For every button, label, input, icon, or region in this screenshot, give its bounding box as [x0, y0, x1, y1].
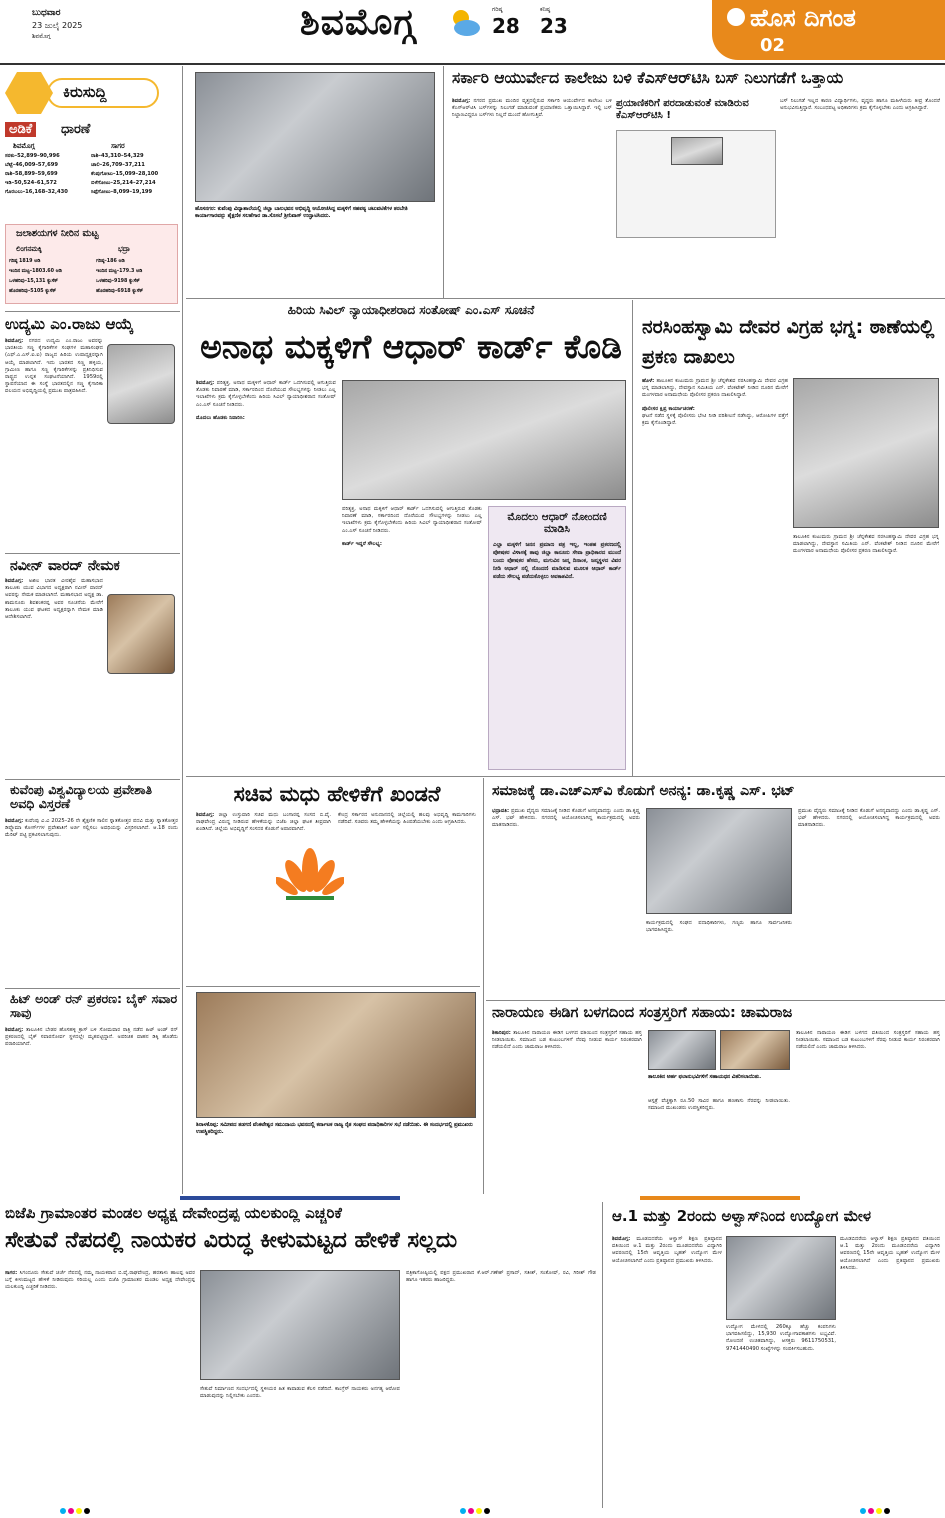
job-fair-body-3: ಮೂಡಬಿದರೆಯ ಆಳ್ವಾಸ್ ಶಿಕ್ಷಣ ಪ್ರತಿಷ್ಠಾನದ ವತಿಯಿಂದ ಆ.1 ಮತ್ತು 2ರಂದು ಮೂಡಬಿದರೆಯ ವಿದ್ಯಾಗಿರಿ ಆವರಣದಲ್ಲಿ 15ನೇ ಆವೃತ್ತಿಯ ಬೃಹತ್ ಉದ್ಯೋಗ ಮೇಳ ಆಯೋಜಿಸಲಾಗಿದೆ ಎಂದು ಪ್ರತಿಷ್ಠಾನದ ಪ್ರಮುಖರು ತಿಳಿಸಿದರು.	[840, 1236, 940, 1271]
dam-col1: ಗರಿಷ್ಠ 1819 ಅಡಿ ಇಂದಿನ ಮಟ್ಟ–1803.60 ಅಡಿ ಒಳಹರಿವು–15,131 ಕ್ಯುಸೆಕ್ ಹೊರಹರಿವು–5105 ಕ್ಯುಸೆಕ್	[9, 259, 62, 294]
kirusuddi-label: ಕಿರುಸುದ್ದಿ	[63, 83, 107, 101]
naveen-body: ಶಿವಮೊಗ್ಗ: ಅಖಿಲ ಭಾರತ ವೀರಶೈವ ಮಹಾಸಭಾದ ತಾಲೂಕು ಯುವ ವಿಭಾಗದ ಅಧ್ಯಕ್ಷರಾಗಿ ನವೀನ್ ವಾರದ್ ಅವರನ್ನು ನೇಮಕ ಮಾಡಲಾಗಿದೆ. ಮಹಾಸಭಾದ ಅಧ್ಯಕ್ಷ ಡಾ. ಶಾಮನೂರು ಶಿವಶಂಕರಪ್ಪ ಅವರ ಸೂಚನೆಯ ಮೇರೆಗೆ ತಾಲೂಕು ಯುವ ಘಟಕದ ಅಧ್ಯಕ್ಷರನ್ನಾಗಿ ನೇಮಕ ಮಾಡಿ ಆದೇಶಿಸಲಾಗಿದೆ.	[5, 578, 103, 621]
paper-logo-icon	[727, 8, 745, 26]
arecanut-col2-head: ಸಾಗರ	[111, 142, 125, 150]
bottom-body-3: ಪತ್ರಿಕಾಗೋಷ್ಠಿಯಲ್ಲಿ ಪಕ್ಷದ ಪ್ರಮುಖರಾದ ಕೆ.ಆರ್.ಗಣೇಶ್ ಪ್ರಸಾದ್, ಸತೀಶ್, ಸಂತೋಷ್, ರವಿ, ಗಿರೀಶ್ ಗೌಡ ಹಾಗೂ ಇತರರು ಹಾಜರಿದ್ದರು.	[406, 1270, 596, 1284]
bus-body-2: ಬಸ್ ನಿಲುಗಡೆ ಇಲ್ಲದ ಕಾರಣ ವಿದ್ಯಾರ್ಥಿಗಳು, ವೃದ್ಧರು ಹಾಗೂ ಮಹಿಳೆಯರು ತೀವ್ರ ತೊಂದರೆ ಅನುಭವಿಸುತ್ತಿದ್ದಾರೆ. ಸಂಬಂಧಪಟ್ಟ ಅಧಿಕಾರಿಗಳು ಕ್ರಮ ಕೈಗೊಳ್ಳಬೇಕು ಎಂದು ಆಗ್ರಹಿಸಿದ್ದಾರೆ.	[780, 98, 940, 112]
naveen-portrait	[107, 594, 175, 674]
aadhaar-sidebox	[488, 506, 626, 770]
paper-name: ಹೊಸ ದಿಗಂತ	[750, 4, 856, 32]
masthead-date: 23 ಜುಲೈ 2025	[32, 21, 83, 30]
top-photo-caption: ಹೊಸನಗರ: ಕುವೆಂಪು ವಿದ್ಯಾಶಾಲೆಯಲ್ಲಿ ಜಿಲ್ಲಾ ಬಾಲಭವನ ಅಭಿವೃದ್ಧಿ ಆಯೋಜಿಸಿದ್ದ ಮಕ್ಕಳಿಗೆ ಸಹಪಠ್ಯ ಚಟುವಟಿಕೆಗಳ ತರಬೇತಿ ಕಾರ್ಯಾಗಾರವನ್ನು ಶೈಕ್ಷಣಿಕ ಸಲಹೆಗಾರ ಡಾ.ಸೊಸಲೆ ಶ್ರೀನಿವಾಸ್ ಉದ್ಘಾಟಿಸಿದರು.	[195, 206, 408, 219]
bus-body: ಶಿವಮೊಗ್ಗ: ನಗರದ ಪ್ರಮುಖ ಮಂದಿರ ವೃತ್ತದಲ್ಲಿರುವ ಸರ್ಕಾರಿ ಆಯುರ್ವೇದ ಕಾಲೇಜು ಬಳಿ ಕೆಎಸ್‌ಆರ್‌ಟಿಸಿ ಬಸ್‌ಗಳನ್ನು ನಿಲುಗಡೆ ಮಾಡುವಂತೆ ಪ್ರಯಾಣಿಕರು ಒತ್ತಾಯಿಸಿದ್ದಾರೆ. ಇಲ್ಲಿ ಬಸ್ ನಿಲ್ದಾಣವಿದ್ದರೂ ಬಸ್‌ಗಳು ನಿಲ್ಲದೆ ಮುಂದೆ ಹೋಗುತ್ತಿವೆ.	[452, 98, 612, 119]
raju-body: ಶಿವಮೊಗ್ಗ: ನಗರದ ಉದ್ಯಮಿ ಎಂ.ರಾಜು ಅವರನ್ನು ಭಾರತೀಯ ಸಣ್ಣ ಕೈಗಾರಿಕೆಗಳ ಸಂಘಗಳ ಮಹಾಸಂಘದ (ಎಫ್.ಎ.ಎಸ್.ಐ.ಐ) ರಾಜ್ಯದ ಹಿರಿಯ ಉಪಾಧ್ಯಕ್ಷರನ್ನಾಗಿ ಆಯ್ಕೆ ಮಾಡಲಾಗಿದೆ. ಇದು ಭಾರತದ ಸಣ್ಣ ಹಳ್ಳಿಯ, ಗ್ರಾಮೀಣ ಹಾಗೂ ಸಣ್ಣ ಕೈಗಾರಿಕೆಗಳನ್ನು ಪ್ರತಿನಿಧಿಸುವ ರಾಷ್ಟ್ರದ ಉನ್ನತ ಸಂಘಟನೆಯಾಗಿದೆ. 1959ರಲ್ಲಿ ಸ್ಥಾಪನೆಯಾದ ಈ ಸಂಸ್ಥೆ ಭಾರತದಲ್ಲಿನ ಸಣ್ಣ ಕೈಗಾರಿಕಾ ವಲಯದ ಅಭಿವೃದ್ಧಿಯಲ್ಲಿ ಪ್ರಮುಖ ಪಾತ್ರವಹಿಸಿದೆ.	[5, 338, 103, 395]
max-temp-label: ಗರಿಷ್ಠ	[492, 6, 503, 13]
dam-title: ಜಲಾಶಯಗಳ ನೀರಿನ ಮಟ್ಟ	[16, 228, 99, 239]
idol-body: ಹೊಳೆ: ತಾಲೂಕಿನ ಕುಟುಮರು ಗ್ರಾಮದ ಶ್ರೀ ಚೆನ್ನಕೇಶವ ನರಸಿಂಹಸ್ವಾಮಿ ದೇವರ ವಿಗ್ರಹ ಭಗ್ನ ಮಾಡಲಾಗಿದ್ದು, ದೇವಸ್ಥಾನ ಸಮಿತಿಯ ಎನ್. ವೆಂಕಟೇಶ್ ನೀಡಿದ ದೂರಿನ ಮೇರೆಗೆ ಮಂಗಳವಾರ ಅನಾಮಧೇಯ ಪೊಲೀಸರ ಪ್ರಕರಣ ದಾಖಲಿಸಿದ್ದಾರೆ. ಪೊಲೀಸರ ಕ್ಷಿಪ್ರ ಕಾರ್ಯಾಚರಣೆ: ಘಟನೆ ನಡೆದ ಸ್ಥಳಕ್ಕೆ ಪೊಲೀಸರು ಭೇಟಿ ನೀಡಿ ಪರಿಶೀಲನೆ ನಡೆಸಿದ್ದು, ಆರೋಪಿಗಳ ಪತ್ತೆಗೆ ಕ್ರಮ ಕೈಗೊಂಡಿದ್ದಾರೆ.	[642, 378, 788, 427]
kirusuddi-badge	[5, 70, 165, 116]
arecanut-col2: ರಾಶಿ–43,310–54,329 ಚಾಲಿ–26,709–37,211 ಕೆಂಪುಗೋಟು–15,099–28,100 ಬಿಳೆಗೋಟು–25,214–27,214 ಸಿಪ್ಪೆಗೋಟು–8,099–19,199	[91, 153, 159, 195]
arecanut-col1-head: ಶಿವಮೊಗ್ಗ	[13, 142, 35, 150]
dam-box	[5, 224, 178, 304]
arecanut-col1: ಸರಕು–52,899–90,996 ಬೆಟ್ಟೆ–46,009–57,699 ರಾಶಿ–58,899–59,699 ಇಡಿ–50,524–61,572 ಗೊರಬಲು–16,168–32,430	[5, 153, 68, 195]
job-fair-headline: ಆ.1 ಮತ್ತು 2ರಂದು ಅಳ್ವಾಸ್‌ನಿಂದ ಉದ್ಯೋಗ ಮೇಳ	[612, 1207, 871, 1225]
masthead-day: ಬುಧವಾರ	[32, 8, 61, 18]
top-event-photo	[195, 72, 435, 202]
job-fair-photo	[726, 1236, 836, 1320]
award-headline: ಸಮಾಜಕ್ಕೆ ಡಾ.ಎಚ್‌ಎಸ್‌ವಿ ಕೊಡುಗೆ ಅನನ್ಯ: ಡಾ.ಕೃಷ್ಣ ಎಸ್. ಭಟ್	[492, 783, 795, 799]
city-title: ಶಿವಮೊಗ್ಗ	[300, 2, 416, 43]
press-meet-photo	[200, 1270, 400, 1380]
dam-col1-head: ಲಿಂಗನಮಕ್ಕಿ	[16, 245, 42, 253]
section-divider	[0, 1196, 945, 1200]
bus-clipping	[616, 130, 776, 238]
madhu-headline: ಸಚಿವ ಮಧು ಹೇಳಿಕೆಗೆ ಖಂಡನೆ	[233, 782, 441, 806]
print-registration-marks	[60, 1508, 890, 1516]
job-fair-body: ಶಿವಮೊಗ್ಗ: ಮೂಡಬಿದರೆಯ ಆಳ್ವಾಸ್ ಶಿಕ್ಷಣ ಪ್ರತಿಷ್ಠಾನದ ವತಿಯಿಂದ ಆ.1 ಮತ್ತು 2ರಂದು ಮೂಡಬಿದರೆಯ ವಿದ್ಯಾಗಿರಿ ಆವರಣದಲ್ಲಿ 15ನೇ ಆವೃತ್ತಿಯ ಬೃಹತ್ ಉದ್ಯೋಗ ಮೇಳ ಆಯೋಜಿಸಲಾಗಿದೆ ಎಂದು ಪ್ರತಿಷ್ಠಾನದ ಪ್ರಮುಖರು ತಿಳಿಸಿದರು.	[612, 1236, 722, 1264]
hitrun-body: ಶಿವಮೊಗ್ಗ: ತಾಲೂಕಿನ ಬೇಡರ ಹೊಸಹಳ್ಳಿ ಕ್ರಾಸ್ ಬಳಿ ಸೋಮವಾರ ರಾತ್ರಿ ನಡೆದ ಹಿಟ್ ಅಂಡ್ ರನ್ ಪ್ರಕರಣದಲ್ಲಿ ಬೈಕ್ ಸವಾರನೋರ್ವ ಸ್ಥಳದಲ್ಲೇ ಮೃತಪಟ್ಟಿದ್ದಾನೆ. ಅಪರಿಚಿತ ವಾಹನ ಡಿಕ್ಕಿ ಹೊಡೆದು ಪರಾರಿಯಾಗಿದೆ.	[5, 1027, 178, 1048]
hitrun-headline: ಹಿಟ್ ಅಂಡ್ ರನ್ ಪ್ರಕರಣ: ಬೈಕ್ ಸವಾರ ಸಾವು	[10, 991, 178, 1021]
aadhaar-meeting-photo	[342, 380, 626, 500]
arecanut-title-a: ಅಡಿಕೆ	[5, 122, 36, 137]
min-temp: 23	[540, 14, 568, 38]
ediga-body-3: ತಾಲೂಕಿನ ನಾರಾಯಣ ಈಡಿಗ ಬಳಗದ ವತಿಯಿಂದ ಸಂತ್ರಸ್ತರಿಗೆ ಸಹಾಯ ಹಸ್ತ ನೀಡಲಾಯಿತು. ಸಮಾಜದ ಬಡ ಕುಟುಂಬಗಳಿಗೆ ನೆರವು ನೀಡುವ ಕಾರ್ಯ ನಿರಂತರವಾಗಿ ನಡೆಯಲಿದೆ ಎಂದು ಚಾಮರಾಜ ತಿಳಿಸಿದರು.	[796, 1030, 940, 1051]
farmers-meeting-photo	[196, 992, 476, 1118]
ediga-caption: ತಾಲೂಕಿನ ಅರ್ಹ ಫಲಾನುಭವಿಗಳಿಗೆ ಸಹಾಯಧನ ವಿತರಿಸಲಾಯಿತು.	[648, 1074, 762, 1080]
min-temp-label: ಕನಿಷ್ಠ	[540, 6, 551, 13]
ediga-body-2: ಆಸ್ಪತ್ರೆ ವೆಚ್ಚಕ್ಕಾಗಿ ರೂ.50 ಸಾವಿರ ಹಾಗೂ ಹಣಕಾಸು ನೆರವನ್ನು ನೀಡಲಾಯಿತು. ಸಮಾಜದ ಮುಖಂಡರು ಉಪಸ್ಥಿತರಿದ್ದರು.	[648, 1098, 790, 1112]
arecanut-box	[5, 122, 178, 218]
max-temp: 28	[492, 14, 520, 38]
kirusuddi-icon	[5, 72, 53, 114]
farmers-photo-caption: ಶಿರಾಳಕೊಪ್ಪ: ಸಮೀಪದ ತಡಗಣಿ ವೆಂಕಟೇಶ್ವರ ಸಮುದಾಯ ಭವನದಲ್ಲಿ ಕರ್ನಾಟಕ ರಾಜ್ಯ ರೈತ ಸಂಘದ ಪದಾಧಿಕಾರಿಗಳ ಸಭೆ ನಡೆಯಿತು. ಈ ಸಂದರ್ಭದಲ್ಲಿ ಪ್ರಮುಖರು ಉಪಸ್ಥಿತರಿದ್ದರು.	[196, 1122, 473, 1135]
ediga-photo-1	[648, 1030, 716, 1070]
bottom-headline: ಸೇತುವೆ ನೆಪದಲ್ಲಿ ನಾಯಕರ ವಿರುದ್ಧ ಕೀಳುಮಟ್ಟದ ಹೇಳಿಕೆ ಸಲ್ಲದು	[5, 1228, 458, 1253]
bottom-body: ಸಾಗರ: ಸಿಗಂದೂರು ಸೇತುವೆ ಚರ್ಚೆ ನೆಪದಲ್ಲಿ ನಮ್ಮ ನಾಯಕರಾದ ಬಿ.ವೈ.ರಾಘವೇಂದ್ರ, ಹರತಾಳು ಹಾಲಪ್ಪ ಅವರ ಬಗ್ಗೆ ಕೀಳುಮಟ್ಟದ ಹೇಳಿಕೆ ನೀಡಿರುವುದು ಸರಿಯಲ್ಲ ಎಂದು ಬಿಜೆಪಿ ಗ್ರಾಮಾಂತರ ಮಂಡಲ ಅಧ್ಯಕ್ಷ ದೇವೇಂದ್ರಪ್ಪ ಯಲಕುಂದ್ಲಿ ಎಚ್ಚರಿಕೆ ನೀಡಿದರು.	[5, 1270, 195, 1291]
naveen-headline: ನವೀನ್ ವಾರದ್ ನೇಮಕ	[10, 558, 120, 574]
kuvempu-body: ಶಿವಮೊಗ್ಗ: ಕುವೆಂಪು ವಿ.ವಿ 2025–26 ನೇ ಶೈಕ್ಷಣಿಕ ಸಾಲಿನ ಸ್ನಾತಕೋತ್ತರ ಪದವಿ ಮತ್ತು ಸ್ನಾತಕೋತ್ತರ ಡಿಪ್ಲೊಮಾ ಕೋರ್ಸ್‌ಗಳ ಪ್ರವೇಶಾತಿಗೆ ಅರ್ಜಿ ಸಲ್ಲಿಸಲು ಅವಧಿಯನ್ನು ವಿಸ್ತರಿಸಲಾಗಿದೆ. ಆ.18 ರಂದು ಮೆರಿಟ್ ಪಟ್ಟಿ ಪ್ರಕಟಿಸಲಾಗುವುದು.	[5, 818, 178, 839]
raju-headline: ಉದ್ಯಮಿ ಎಂ.ರಾಜು ಆಯ್ಕೆ	[5, 315, 134, 333]
dam-col2: ಗರಿಷ್ಠ–186 ಅಡಿ ಇಂದಿನ ಮಟ್ಟ–179.3 ಅಡಿ ಒಳಹರಿವು–9198 ಕ್ಯುಸೆಕ್ ಹೊರಹರಿವು–6918 ಕ್ಯುಸೆಕ್	[96, 259, 144, 294]
aadhaar-body-2: ಪರಿತ್ಯಕ್ತ, ಅನಾಥ ಮಕ್ಕಳಿಗೆ ಆಧಾರ್ ಕಾರ್ಡ್ ಒದಗಿಸುವಲ್ಲಿ ಆಗುತ್ತಿರುವ ತೊಡಕು ನಿವಾರಣೆ ಮಾಡಿ, ಸರ್ಕಾರದಿಂದ ದೊರೆಯುವ ಸೌಲಭ್ಯಗಳನ್ನು ನೀಡಲು ಎಲ್ಲ ಇಲಾಖೆಗಳು ಕ್ರಮ ಕೈಗೊಳ್ಳಬೇಕೆಂದು ಹಿರಿಯ ಸಿವಿಲ್ ನ್ಯಾಯಾಧೀಶರಾದ ಸಂತೋಷ್ ಎಂ.ಎಸ್ ಸೂಚನೆ ನೀಡಿದರು. ಕಾರ್ಡ್ ಇದ್ದರೆ ಸೌಲಭ್ಯ:	[342, 506, 482, 547]
aadhaar-headline: ಅನಾಥ ಮಕ್ಕಳಿಗೆ ಆಧಾರ್ ಕಾರ್ಡ್ ಕೊಡಿ	[200, 327, 622, 366]
award-body-3: ಪ್ರಮುಖ ವೈದ್ಯರು ಸಮಾಜಕ್ಕೆ ನೀಡಿದ ಕೊಡುಗೆ ಅನನ್ಯವಾದದ್ದು ಎಂದು ಡಾ.ಕೃಷ್ಣ ಎಸ್. ಭಟ್ ಹೇಳಿದರು. ನಗರದಲ್ಲಿ ಆಯೋಜಿಸಲಾಗಿದ್ದ ಕಾರ್ಯಕ್ರಮದಲ್ಲಿ ಅವರು ಮಾತನಾಡಿದರು.	[798, 808, 940, 829]
bottom-kicker: ಬಿಜೆಪಿ ಗ್ರಾಮಾಂತರ ಮಂಡಲ ಅಧ್ಯಕ್ಷ ದೇವೇಂದ್ರಪ್ಪ ಯಲಕುಂದ್ಲಿ ಎಚ್ಚರಿಕೆ	[5, 1204, 342, 1222]
bottom-body-2: ಸೇತುವೆ ನಿರ್ಮಾಣದ ಸಂದರ್ಭದಲ್ಲಿ ಸ್ಥಳೀಯರ ಹಿತ ಕಾಪಾಡುವ ಕೆಲಸ ನಡೆದಿದೆ. ಕಾಂಗ್ರೆಸ್ ನಾಯಕರು ಅನಗತ್ಯ ಆರೋಪ ಮಾಡುವುದನ್ನು ನಿಲ್ಲಿಸಬೇಕು ಎಂದರು.	[200, 1386, 400, 1400]
madhu-body: ಶಿವಮೊಗ್ಗ: ಜಿಲ್ಲಾ ಉಸ್ತುವಾರಿ ಸಚಿವ ಮಧು ಬಂಗಾರಪ್ಪ ಸಂಸದ ಬಿ.ವೈ. ರಾಘವೇಂದ್ರ ವಿರುದ್ಧ ನೀಡಿರುವ ಹೇಳಿಕೆಯನ್ನು ಬಿಜೆಪಿ ಜಿಲ್ಲಾ ಘಟಕ ತೀವ್ರವಾಗಿ ಖಂಡಿಸಿದೆ. ಜಿಲ್ಲೆಯ ಅಭಿವೃದ್ಧಿಗೆ ಸಂಸದರ ಕೊಡುಗೆ ಅಪಾರವಾಗಿದೆ.	[196, 812, 331, 833]
bus-photo	[671, 137, 723, 165]
job-fair-body-2: ಉದ್ಯೋಗ ಮೇಳದಲ್ಲಿ 260ಕ್ಕೂ ಹೆಚ್ಚು ಕಂಪನಿಗಳು ಭಾಗವಹಿಸಲಿದ್ದು, 15,930 ಉದ್ಯೋಗಾವಕಾಶಗಳು ಲಭ್ಯವಿವೆ. ನೋಂದಣಿ ಉಚಿತವಾಗಿದ್ದು, ಆಸಕ್ತರು 9611750531, 9741440490 ಸಂಖ್ಯೆಗಳನ್ನು ಸಂಪರ್ಕಿಸಬಹುದು.	[726, 1324, 836, 1352]
masthead-place: ಶಿವಮೊಗ್ಗ	[32, 33, 51, 40]
masthead	[0, 0, 945, 62]
weather-icon	[447, 4, 483, 40]
arecanut-title-b: ಧಾರಣೆ	[61, 122, 91, 137]
bjp-lotus-icon	[276, 840, 344, 910]
ediga-photo-2	[720, 1030, 790, 1070]
ediga-headline: ನಾರಾಯಣ ಈಡಿಗ ಬಳಗದಿಂದ ಸಂತ್ರಸ್ತರಿಗೆ ಸಹಾಯ: ಚಾಮರಾಜ	[492, 1005, 793, 1021]
bus-subhead: ಪ್ರಯಾಣಿಕರಿಗೆ ಪರದಾಡುವಂತೆ ಮಾಡಿರುವ ಕೆಎಸ್‌ಆರ್‌ಟಿಸಿ !	[616, 98, 749, 121]
ediga-body: ಶಿಕಾರಿಪುರ: ತಾಲೂಕಿನ ನಾರಾಯಣ ಈಡಿಗ ಬಳಗದ ವತಿಯಿಂದ ಸಂತ್ರಸ್ತರಿಗೆ ಸಹಾಯ ಹಸ್ತ ನೀಡಲಾಯಿತು. ಸಮಾಜದ ಬಡ ಕುಟುಂಬಗಳಿಗೆ ನೆರವು ನೀಡುವ ಕಾರ್ಯ ನಿರಂತರವಾಗಿ ನಡೆಯಲಿದೆ ಎಂದು ಚಾಮರಾಜ ತಿಳಿಸಿದರು.	[492, 1030, 642, 1051]
page-number: 02	[760, 35, 786, 56]
madhu-body-2: ಕೇಂದ್ರ ಸರ್ಕಾರದ ಅನುದಾನದಲ್ಲಿ ಜಿಲ್ಲೆಯಲ್ಲಿ ಹಲವು ಅಭಿವೃದ್ಧಿ ಕಾಮಗಾರಿಗಳು ನಡೆದಿವೆ. ಸಚಿವರು ತಮ್ಮ ಹೇಳಿಕೆಯನ್ನು ಹಿಂಪಡೆಯಬೇಕು ಎಂದು ಆಗ್ರಹಿಸಿದರು.	[338, 812, 476, 826]
aadhaar-box-text: ಎಲ್ಲಾ ಮಕ್ಕಳಿಗೆ ಜನನ ಪ್ರಮಾಣ ಪತ್ರ ಇಲ್ಲ, ಇಂತಹ ಪ್ರಕರಣದಲ್ಲಿ ಪೋಷಕರ ವಿಳಾಸಕ್ಕೆ ತಾವು ಜಿಲ್ಲಾ ಕಾನೂನು ಸೇವಾ ಪ್ರಾಧಿಕಾರದ ಮುಂದೆ ಬಂದು ಪೋಷಕರ ಹೆಸರು, ಮಗುವಿನ ಜನ್ಮ ದಿನಾಂಕ, ಜನ್ಮಸ್ಥಳದ ವಿವರ ನೀಡಿ ಆಧಾರ್ ನಲ್ಲಿ ನೊಂದಣಿ ಮಾಡಿಸುವ ಮೂಲಕ ಆಧಾರ್ ಕಾರ್ಡ್ ಪಡೆದು ಸೌಲಭ್ಯ ಪಡೆದುಕೊಳ್ಳಲು ಅವಕಾಶವಿದೆ.	[493, 542, 621, 581]
idol-headline: ನರಸಿಂಹಸ್ವಾಮಿ ದೇವರ ವಿಗ್ರಹ ಭಗ್ನ: ಠಾಣೆಯಲ್ಲಿ ಪ್ರಕಣ ದಾಖಲು	[642, 316, 935, 368]
idol-body-2: ತಾಲೂಕಿನ ಕುಟುಮರು ಗ್ರಾಮದ ಶ್ರೀ ಚೆನ್ನಕೇಶವ ನರಸಿಂಹಸ್ವಾಮಿ ದೇವರ ವಿಗ್ರಹ ಭಗ್ನ ಮಾಡಲಾಗಿದ್ದು, ದೇವಸ್ಥಾನ ಸಮಿತಿಯ ಎನ್. ವೆಂಕಟೇಶ್ ನೀಡಿದ ದೂರಿನ ಮೇರೆಗೆ ಮಂಗಳವಾರ ಅನಾಮಧೇಯ ಪೊಲೀಸರ ಪ್ರಕರಣ ದಾಖಲಿಸಿದ್ದಾರೆ.	[793, 534, 939, 555]
idol-photo	[793, 378, 939, 528]
dam-col2-head: ಭದ್ರಾ	[118, 245, 131, 253]
bus-headline: ಸರ್ಕಾರಿ ಆಯುರ್ವೇದ ಕಾಲೇಜು ಬಳಿ ಕೆಎಸ್‌ಆರ್‌ಟಿಸಿ ಬಸ್ ನಿಲುಗಡೆಗೆ ಒತ್ತಾಯ	[452, 69, 844, 87]
kuvempu-headline: ಕುವೆಂಪು ವಿಶ್ವವಿದ್ಯಾಲಯ ಪ್ರವೇಶಾತಿ ಅವಧಿ ವಿಸ್ತರಣೆ	[10, 782, 153, 812]
award-photo	[646, 808, 792, 914]
award-body: ಭದ್ರಾವತಿ: ಪ್ರಮುಖ ವೈದ್ಯರು ಸಮಾಜಕ್ಕೆ ನೀಡಿದ ಕೊಡುಗೆ ಅನನ್ಯವಾದದ್ದು ಎಂದು ಡಾ.ಕೃಷ್ಣ ಎಸ್. ಭಟ್ ಹೇಳಿದರು. ನಗರದಲ್ಲಿ ಆಯೋಜಿಸಲಾಗಿದ್ದ ಕಾರ್ಯಕ್ರಮದಲ್ಲಿ ಅವರು ಮಾತನಾಡಿದರು.	[492, 808, 640, 829]
aadhaar-body: ಶಿವಮೊಗ್ಗ: ಪರಿತ್ಯಕ್ತ, ಅನಾಥ ಮಕ್ಕಳಿಗೆ ಆಧಾರ್ ಕಾರ್ಡ್ ಒದಗಿಸುವಲ್ಲಿ ಆಗುತ್ತಿರುವ ತೊಡಕು ನಿವಾರಣೆ ಮಾಡಿ, ಸರ್ಕಾರದಿಂದ ದೊರೆಯುವ ಸೌಲಭ್ಯಗಳನ್ನು ನೀಡಲು ಎಲ್ಲ ಇಲಾಖೆಗಳು ಕ್ರಮ ಕೈಗೊಳ್ಳಬೇಕೆಂದು ಹಿರಿಯ ಸಿವಿಲ್ ನ್ಯಾಯಾಧೀಶರಾದ ಸಂತೋಷ್ ಎಂ.ಎಸ್ ಸೂಚನೆ ನೀಡಿದರು. ಮೊದಲು ಹೊಡಕು ನಿವಾರಿಸಿ:	[196, 380, 336, 421]
aadhaar-box-title: ಮೊದಲು ಆಧಾರ್ ನೋಂದಣಿ ಮಾಡಿಸಿ	[507, 511, 607, 536]
aadhaar-kicker: ಹಿರಿಯ ಸಿವಿಲ್ ನ್ಯಾಯಾಧೀಶರಾದ ಸಂತೋಷ್ ಎಂ.ಎಸ್ ಸೂಚನೆ	[287, 303, 535, 317]
award-body-2: ಕಾರ್ಯಕ್ರಮದಲ್ಲಿ ಸಂಘದ ಪದಾಧಿಕಾರಿಗಳು, ಗಣ್ಯರು ಹಾಗೂ ಸಾರ್ವಜನಿಕರು ಭಾಗವಹಿಸಿದ್ದರು.	[646, 920, 792, 934]
raju-portrait	[107, 344, 175, 424]
